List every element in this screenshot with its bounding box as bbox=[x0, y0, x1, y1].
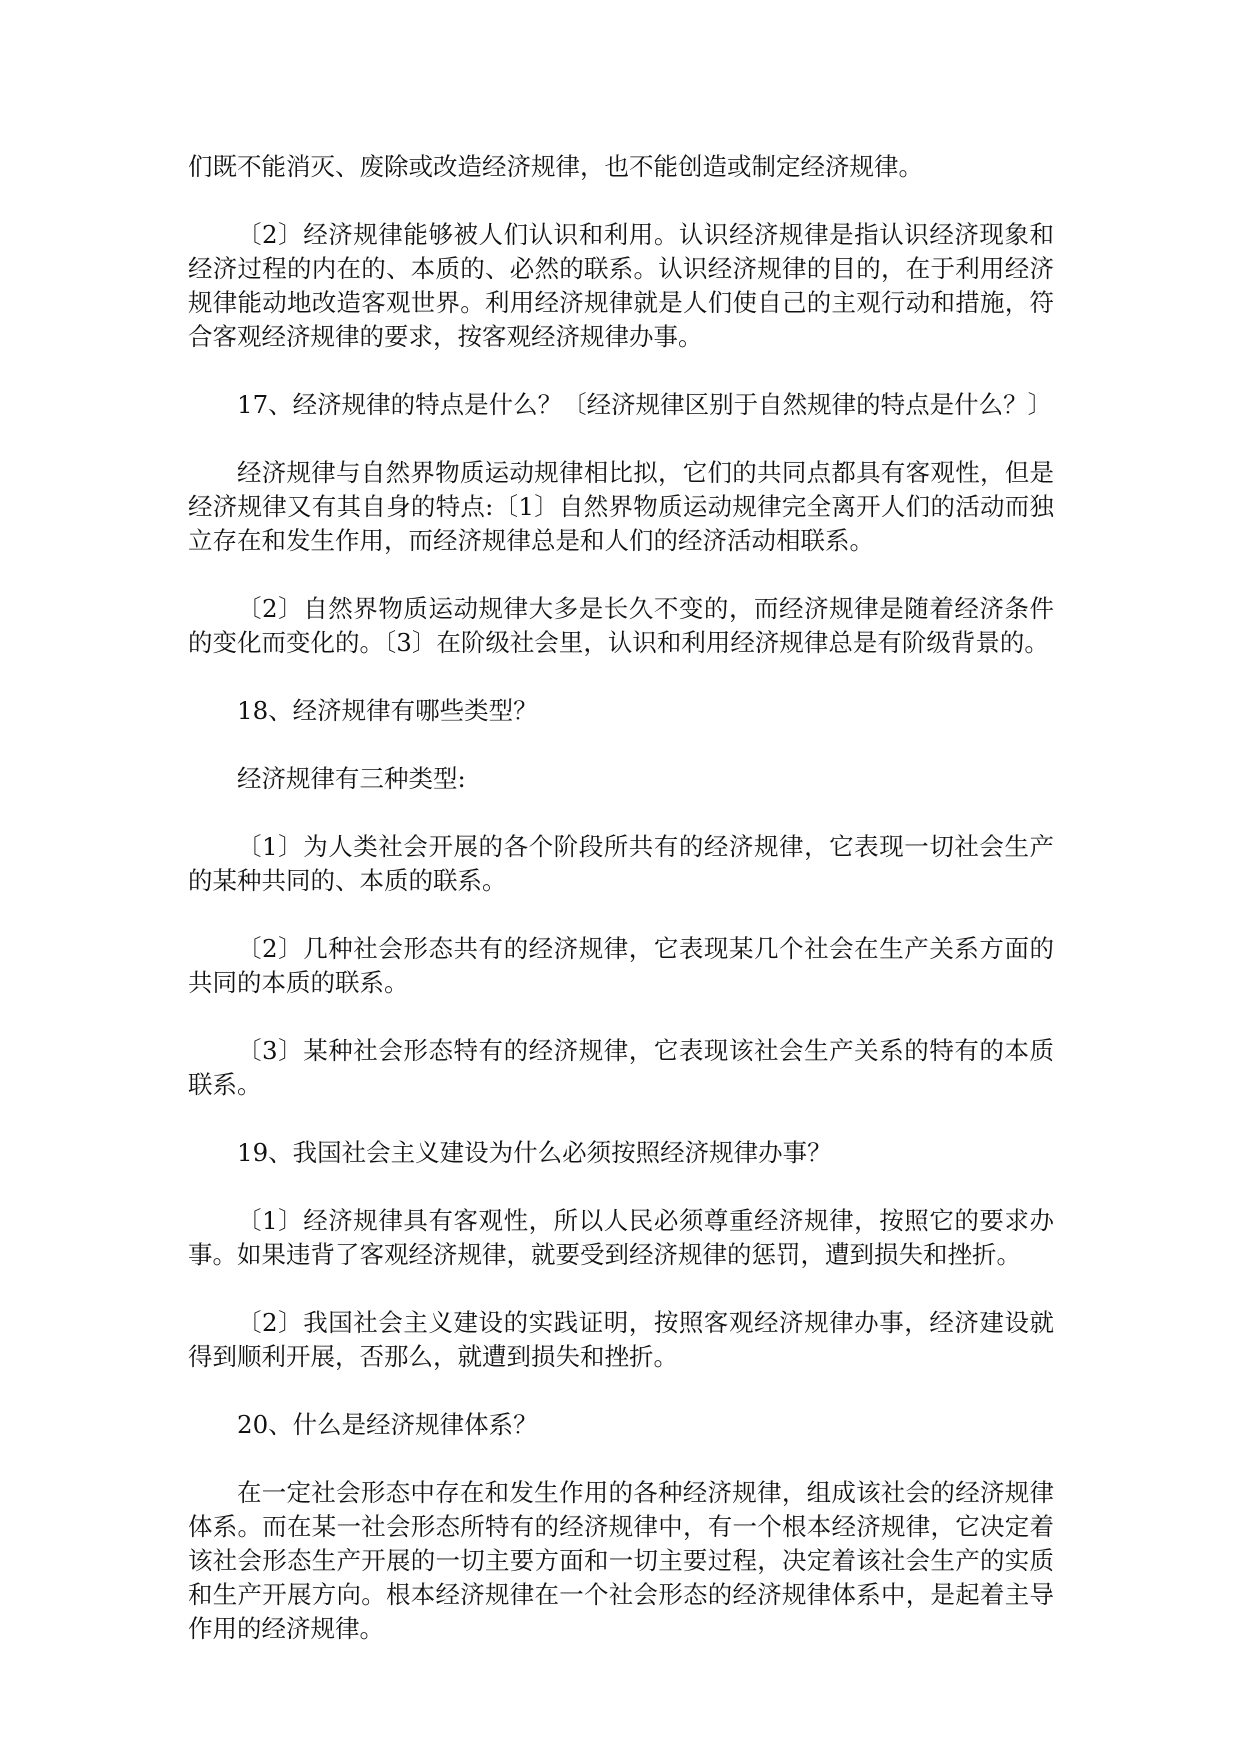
paragraph: 〔2〕自然界物质运动规律大多是长久不变的，而经济规律是随着经济条件的变化而变化的。〔3〕在阶级社会里，认识和利用经济规律总是有阶级背景的。 bbox=[188, 594, 1054, 657]
paragraph: 〔2〕经济规律能够被人们认识和利用。认识经济规律是指认识经济现象和经济过程的内在的、本质的、必然的联系。认识经济规律的目的，在于利用经济规律能动地改造客观世界。利用经济规律就是人们使自己的主观行动和措施，符合客观经济规律的要求，按客观经济规律办事。 bbox=[188, 220, 1054, 351]
paragraph: 经济规律与自然界物质运动规律相比拟，它们的共同点都具有客观性，但是经济规律又有其自身的特点:〔1〕自然界物质运动规律完全离开人们的活动而独立存在和发生作用，而经济规律总是和人们的经济活动相联系。 bbox=[188, 458, 1054, 555]
paragraph: 〔3〕某种社会形态特有的经济规律，它表现该社会生产关系的特有的本质联系。 bbox=[188, 1036, 1054, 1099]
question-heading: 19、我国社会主义建设为什么必须按照经济规律办事？ bbox=[237, 1138, 832, 1167]
paragraph-continuation: 们既不能消灭、废除或改造经济规律，也不能创造或制定经济规律。 bbox=[188, 152, 923, 181]
paragraph: 〔1〕为人类社会开展的各个阶段所共有的经济规律，它表现一切社会生产的某种共同的、本质的联系。 bbox=[188, 832, 1054, 895]
paragraph: 〔2〕我国社会主义建设的实践证明，按照客观经济规律办事，经济建设就得到顺利开展，否那么，就遭到损失和挫折。 bbox=[188, 1308, 1054, 1371]
question-heading: 18、经济规律有哪些类型？ bbox=[237, 696, 538, 725]
paragraph: 在一定社会形态中存在和发生作用的各种经济规律，组成该社会的经济规律体系。而在某一社会形态所特有的经济规律中，有一个根本经济规律，它决定着该社会形态生产开展的一切主要方面和一切主要过程，决定着该社会生产的实质和生产开展方向。根本经济规律在一个社会形态的经济规律体系中，是起着主导作用的经济规律。 bbox=[188, 1478, 1054, 1643]
paragraph: 经济规律有三种类型: bbox=[237, 764, 466, 793]
paragraph: 〔2〕几种社会形态共有的经济规律，它表现某几个社会在生产关系方面的共同的本质的联系。 bbox=[188, 934, 1054, 997]
question-heading: 20、什么是经济规律体系？ bbox=[237, 1410, 538, 1439]
paragraph: 〔1〕经济规律具有客观性，所以人民必须尊重经济规律，按照它的要求办事。如果违背了客观经济规律，就要受到经济规律的惩罚，遭到损失和挫折。 bbox=[188, 1206, 1054, 1269]
document-body bbox=[188, 150, 1054, 1680]
question-heading: 17、经济规律的特点是什么？〔经济规律区别于自然规律的特点是什么？〕 bbox=[237, 390, 1053, 419]
